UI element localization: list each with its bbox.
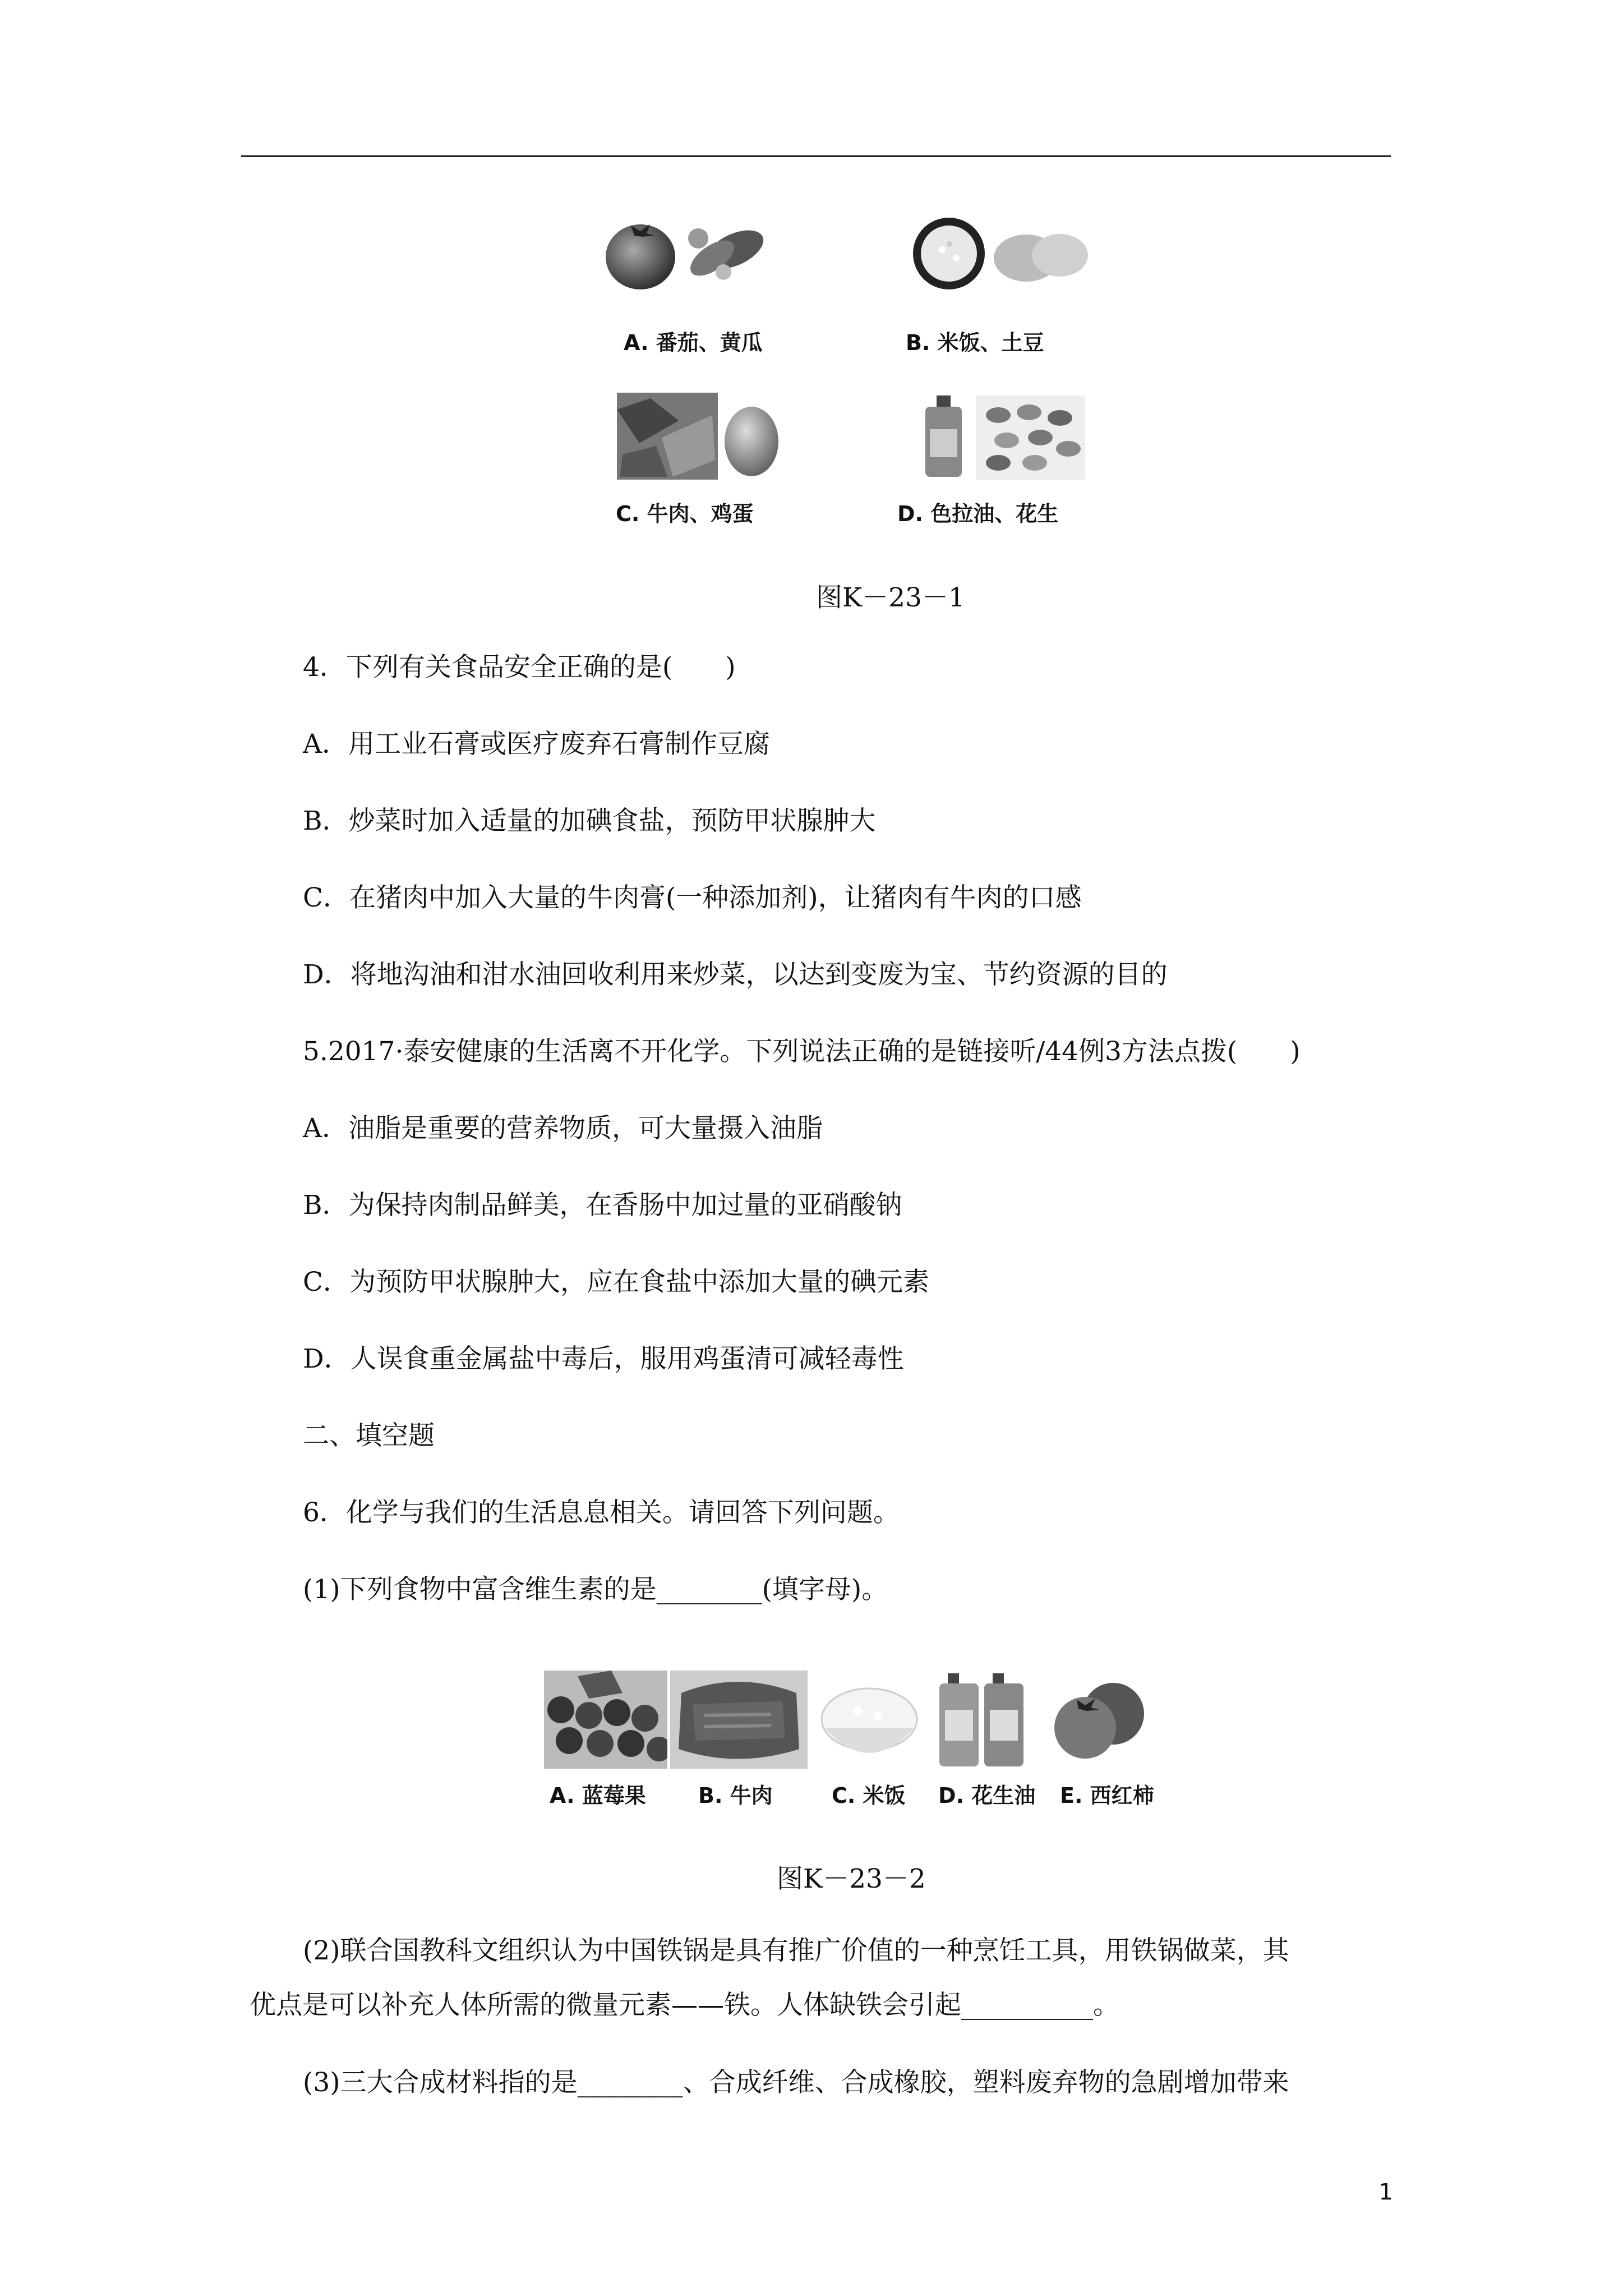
q6-part2-line1: (2)联合国教科文组织认为中国铁锅是具有推广价值的一种烹饪工具，用铁锅做菜，其 bbox=[303, 1935, 1289, 1966]
q4-option-c: C．在猪肉中加入大量的牛肉膏(一种添加剂)，让猪肉有牛肉的口感 bbox=[303, 882, 1082, 913]
q6-part2-line2: 优点是可以补充人体所需的微量元素——铁。人体缺铁会引起__________。 bbox=[250, 1990, 1119, 2021]
salad-oil-image bbox=[920, 393, 967, 480]
figure2-label-d: D. 花生油 bbox=[938, 1783, 1036, 1808]
cucumber-image bbox=[681, 216, 768, 289]
figure1-option-c-label: C. 牛肉、鸡蛋 bbox=[616, 501, 754, 526]
peanut-image bbox=[976, 395, 1085, 480]
q5-option-c: C．为预防甲状腺肿大，应在食盐中添加大量的碘元素 bbox=[303, 1267, 929, 1297]
q6-part3: (3)三大合成材料指的是________、合成纤维、合成橡胶，塑料废弃物的急剧增加带来 bbox=[303, 2067, 1289, 2098]
header-rule bbox=[241, 155, 1391, 157]
figure1-option-d-label: D. 色拉油、花生 bbox=[897, 501, 1059, 526]
q5-option-b: B．为保持肉制品鲜美，在香肠中加过量的亚硝酸钠 bbox=[303, 1190, 902, 1221]
q4-option-a: A．用工业石膏或医疗废弃石膏制作豆腐 bbox=[303, 729, 770, 760]
beef-steak-image bbox=[670, 1671, 808, 1769]
q4-stem: 4．下列有关食品安全正确的是( ) bbox=[303, 652, 736, 683]
q6-stem: 6．化学与我们的生活息息相关。请回答下列问题。 bbox=[303, 1497, 900, 1528]
blueberry-image bbox=[544, 1671, 667, 1769]
q4-option-d: D．将地沟油和泔水油回收利用来炒菜，以达到变废为宝、节约资源的目的 bbox=[303, 959, 1168, 990]
beef-image bbox=[617, 393, 718, 480]
figure2-label-b: B. 牛肉 bbox=[698, 1783, 773, 1808]
rice-image bbox=[911, 216, 987, 292]
potato-image bbox=[990, 224, 1091, 286]
figure2-label-a: A. 蓝莓果 bbox=[550, 1783, 646, 1808]
figure1-option-b-label: B. 米饭、土豆 bbox=[906, 330, 1044, 355]
tomatoes-image bbox=[1052, 1672, 1150, 1767]
q5-option-d: D．人误食重金属盐中毒后，服用鸡蛋清可减轻毒性 bbox=[303, 1343, 904, 1374]
figure2-label-c: C. 米饭 bbox=[832, 1783, 906, 1808]
figure2-label-e: E. 西红柿 bbox=[1060, 1783, 1154, 1808]
peanut-oil-image bbox=[937, 1671, 1026, 1769]
figure2-caption: 图K－23－2 bbox=[777, 1864, 926, 1894]
figure1-caption: 图K－23－1 bbox=[816, 582, 965, 613]
q5-stem: 5.2017·泰安健康的生活离不开化学。下列说法正确的是链接听/44例3方法点拨( ) bbox=[303, 1036, 1301, 1067]
section-heading: 二、填空题 bbox=[303, 1420, 435, 1451]
egg-image bbox=[721, 401, 782, 480]
figure1-option-a-label: A. 番茄、黄瓜 bbox=[624, 330, 763, 355]
rice-bowl-image bbox=[813, 1683, 925, 1767]
q6-part1: (1)下列食物中富含维生素的是________(填字母)。 bbox=[303, 1574, 888, 1605]
q5-option-a: A．油脂是重要的营养物质，可大量摄入油脂 bbox=[303, 1113, 823, 1144]
q4-option-b: B．炒菜时加入适量的加碘食盐，预防甲状腺肿大 bbox=[303, 806, 876, 836]
tomato-image bbox=[603, 213, 679, 292]
page-number: 1 bbox=[1378, 2179, 1393, 2205]
